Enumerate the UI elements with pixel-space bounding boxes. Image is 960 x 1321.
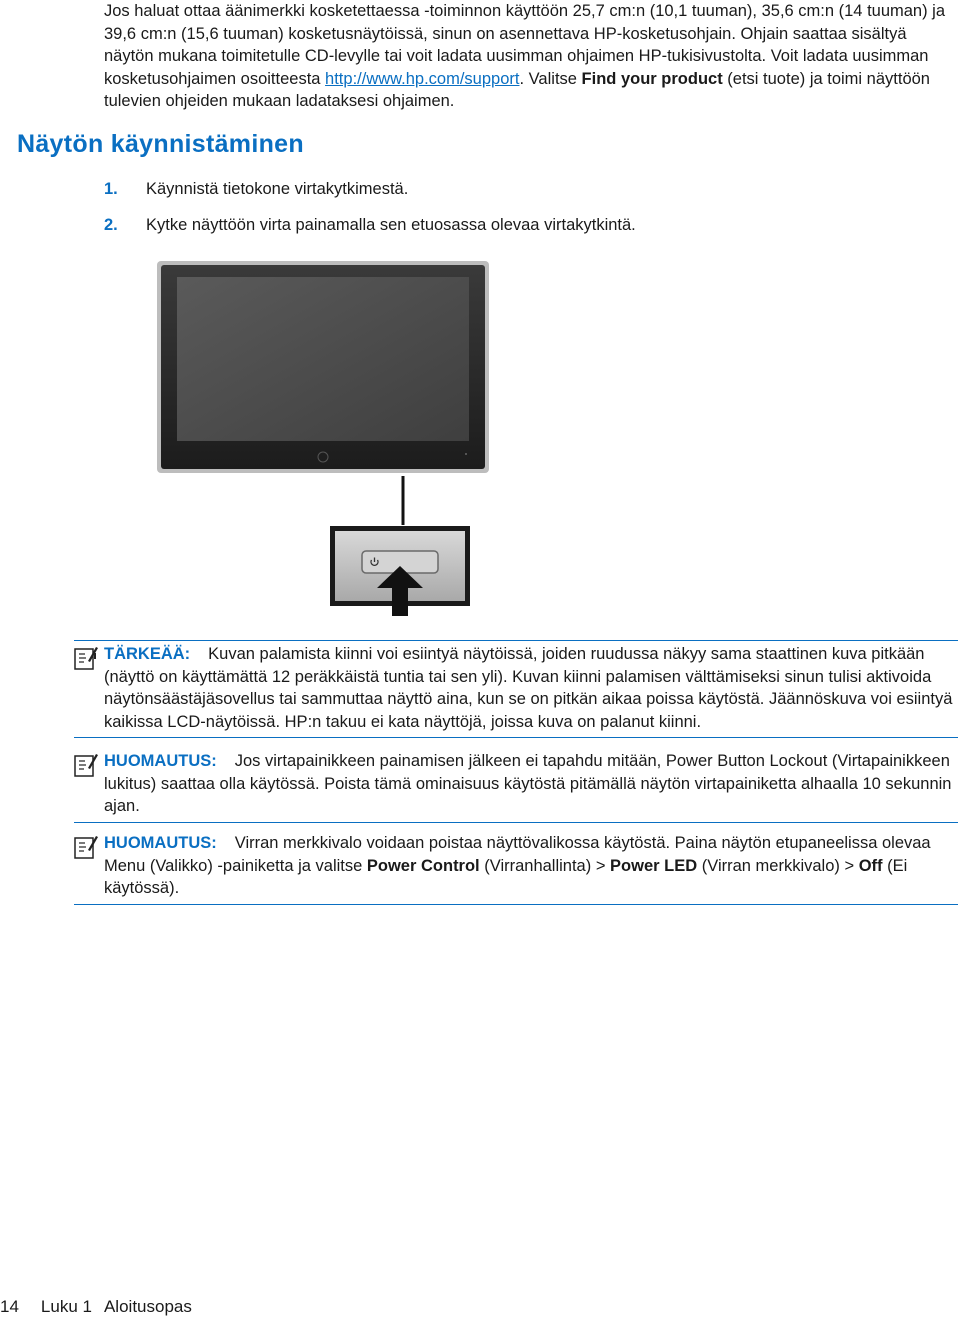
note-text: (Virranhallinta) > [479, 856, 611, 875]
note-power-led [74, 830, 958, 905]
intro-bold-text: Find your product [581, 69, 723, 88]
note-text: (Virran merkkivalo) > [697, 856, 859, 875]
intro-text: Jos haluat ottaa äänimerkki kosketettaessa -toiminnon käyttöön 25,7 cm:n (10,1 tuuman), 35,6 cm:n (14 tuuman) ja 39,6 cm:n (15,6 tuuman) kosketusnäytöissä, sinun on asennettava HP-kosketusohjain. Ohjain saattaa sisältyä näytön mukana toimitetulle CD-levylle tai voit ladata uusimman ohjaimen HP-tukisivustolta. Voit ladata uusimman kosketusohjaimen osoitteesta [104, 2, 946, 88]
note-power-button-lockout [74, 748, 958, 823]
important-note [74, 640, 958, 738]
page-number: 14 [0, 1297, 19, 1316]
note-text: Virran merkkivalo voidaan poistaa näyttövalikossa käytöstä. Paina näytön etupaneelissa olevaa Menu (Valikko) -painiketta ja valitse [104, 834, 931, 875]
support-link[interactable]: http://www.hp.com/support [325, 69, 520, 88]
step-text: Käynnistä tietokone virtakytkimestä. [146, 180, 409, 198]
note-label: HUOMAUTUS: [104, 834, 217, 852]
page-footer [0, 1297, 214, 1317]
section-title: Näytön käynnistäminen [17, 130, 304, 158]
note-text: Jos virtapainikkeen painamisen jälkeen ei tapahdu mitään, Power Button Lockout (Virtapainikkeen lukitus) saattaa olla käytössä. Poista tämä ominaisuus käytöstä pitämällä näytön virtapainiketta alhaalla 10 sekunnin ajan. [104, 752, 952, 815]
note-label: HUOMAUTUS: [104, 752, 217, 770]
menu-path-power-led: Power LED [610, 856, 698, 875]
monitor-front [157, 261, 489, 473]
step-number: 2. [104, 216, 118, 234]
chapter-title: Aloitusopas [103, 1297, 192, 1316]
warning-note-icon [74, 645, 98, 671]
step-text: Kytke näyttöön virta painamalla sen etuosassa olevaa virtakytkintä. [146, 216, 636, 234]
menu-path-off: Off [858, 856, 883, 875]
intro-paragraph [104, 0, 954, 113]
step-1 [104, 178, 408, 200]
note-pencil-icon [74, 752, 98, 778]
intro-text: (etsi tuote) ja toimi näyttöön tulevien ohjeiden mukaan ladataksesi ohjaimen. [104, 69, 930, 110]
chapter-number: Luku 1 [40, 1297, 92, 1316]
note-text: Kuvan palamista kiinni voi esiintyä näytöissä, joiden ruudussa näkyy sama staattinen kuva pitkään (näyttö on käyttämättä 12 peräkkäistä tuntia tai sen yli). Kuvan kiinni palamisen välttämiseksi sinun tulisi aktivoida näytönsäästäjäsovellus tai sammuttaa näyttö aina, kun se on pitkän aikaa poissa käytöstä. Jäännöskuva voi esiintyä kaikissa LCD-näytöissä. HP:n takuu ei kata näyttöjä, joissa kuva on palanut kiinni. [104, 645, 953, 731]
menu-path-power-control: Power Control [366, 856, 480, 875]
monitor-illustration [155, 258, 495, 618]
note-label: TÄRKEÄÄ: [104, 645, 191, 663]
step-2 [104, 214, 636, 236]
intro-text: . Valitse [519, 69, 582, 88]
note-pencil-icon [74, 834, 98, 860]
note-text: (Ei käytössä). [104, 856, 908, 897]
step-number: 1. [104, 180, 118, 198]
